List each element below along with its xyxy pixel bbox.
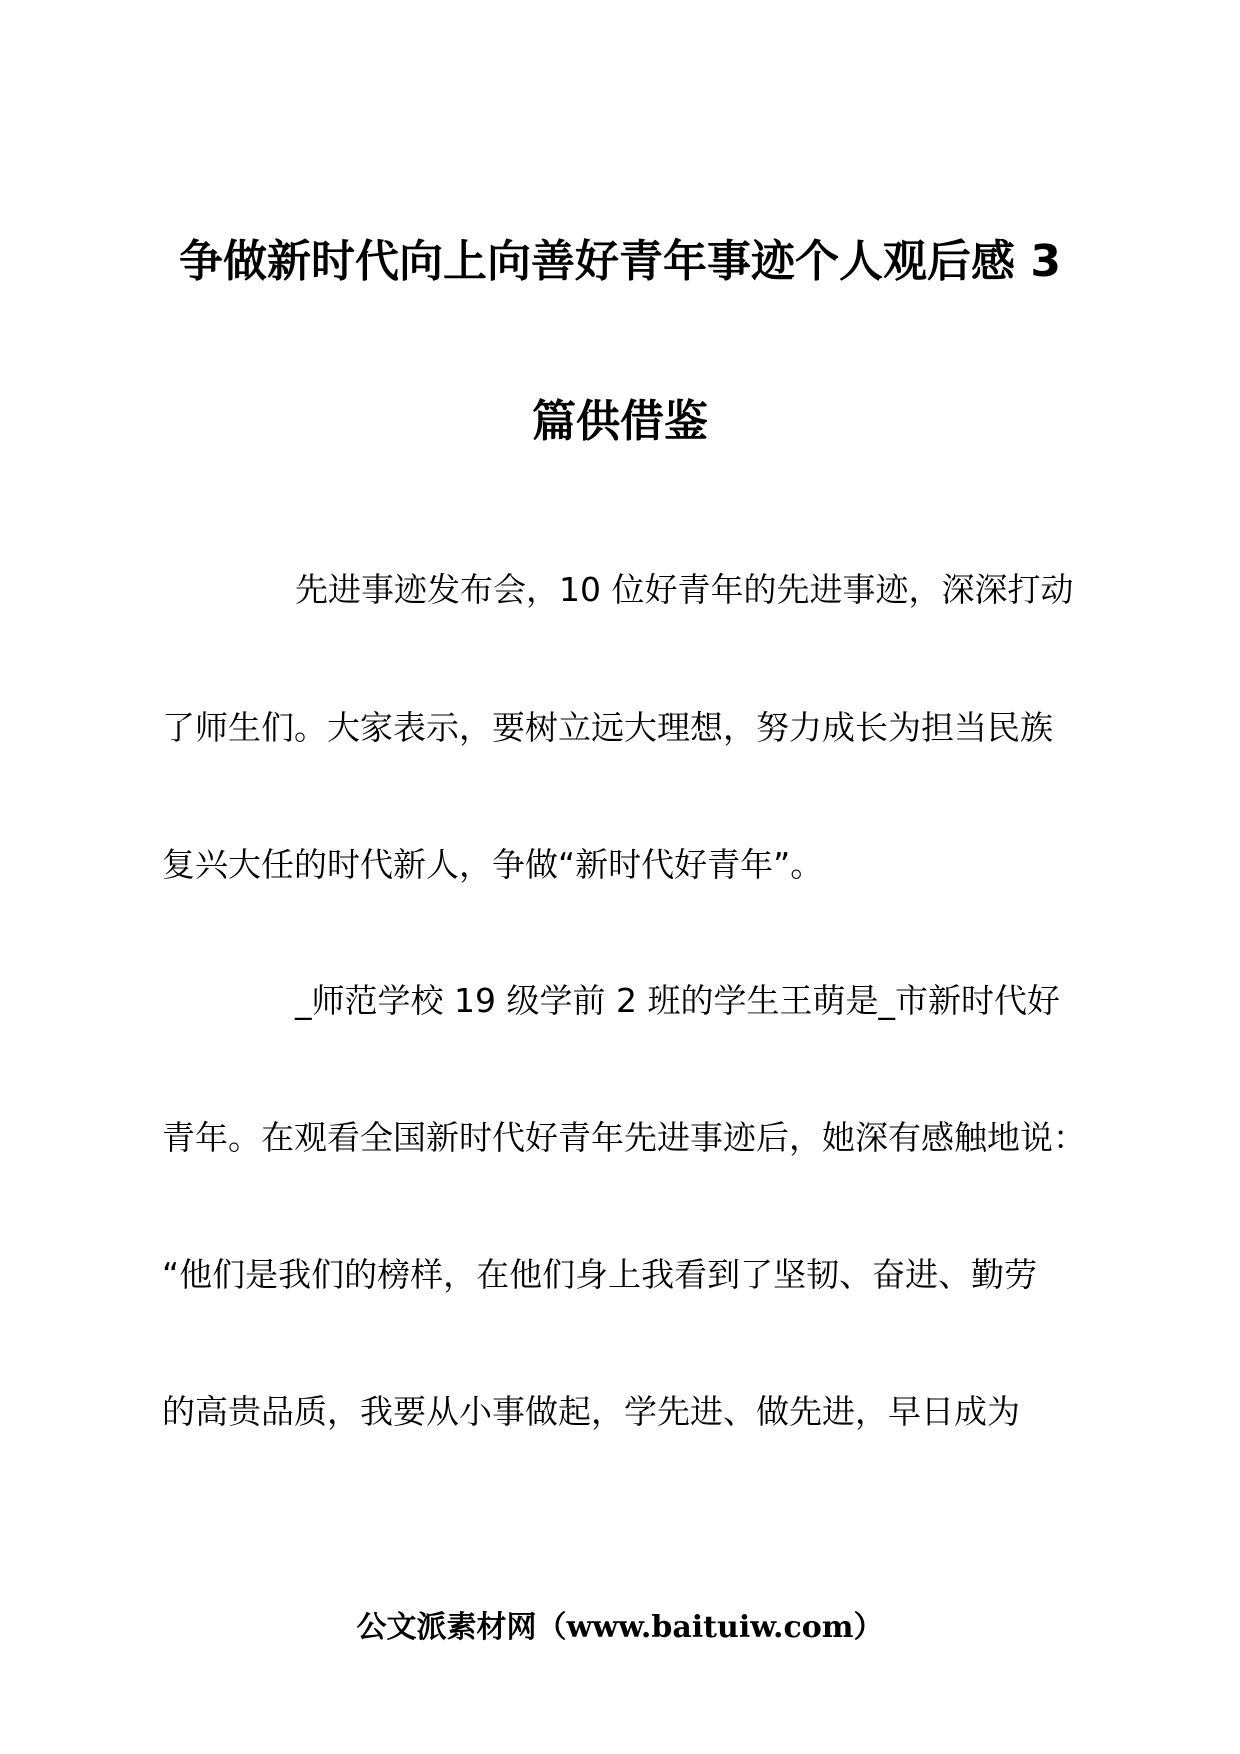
footer-site-link[interactable]: （www.baituiw.com） xyxy=(536,1610,884,1645)
paragraph-line: “他们是我们的榜样，在他们身上我看到了坚韧、奋进、勤劳 xyxy=(162,1255,1038,1294)
footer-watermark xyxy=(0,1606,1240,1650)
paragraph-line: 青年。在观看全国新时代好青年先进事迹后，她深有感触地说： xyxy=(162,1118,1086,1157)
paragraph-line: _师范学校 19 级学前 2 班的学生王萌是_市新时代好 xyxy=(295,981,1060,1020)
paragraph-line: 了师生们。大家表示，要树立远大理想，努力成长为担当民族 xyxy=(162,708,1053,747)
paragraph-line: 复兴大任的时代新人，争做“新时代好青年”。 xyxy=(162,845,824,884)
document-title-line-2: 篇供借鉴 xyxy=(532,396,708,447)
paragraph-line: 先进事迹发布会，10 位好青年的先进事迹，深深打动 xyxy=(295,570,1074,609)
footer-label: 公文派素材网 xyxy=(356,1610,537,1645)
paragraph-line: 的高贵品质，我要从小事做起，学先进、做先进，早日成为 xyxy=(162,1392,1020,1431)
document-title-line-1: 争做新时代向上向善好青年事迹个人观后感 3 xyxy=(179,236,1061,287)
